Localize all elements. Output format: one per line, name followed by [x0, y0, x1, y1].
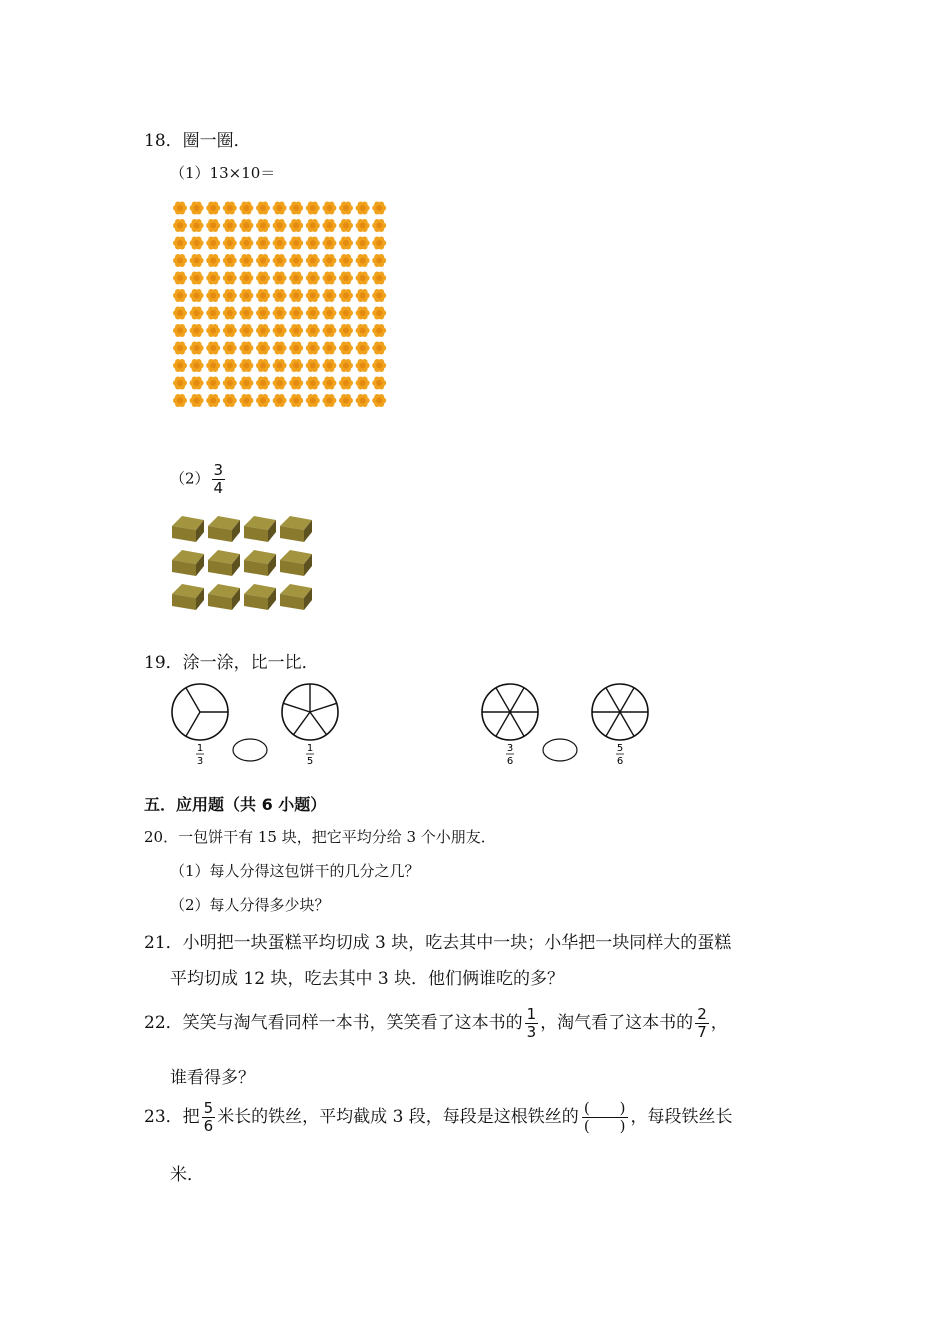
brick-icon: [208, 584, 240, 610]
flower-icon: [223, 272, 237, 285]
flower-icon: [239, 324, 253, 337]
flower-icon: [372, 307, 386, 320]
fraction-denominator: 3: [526, 1023, 537, 1041]
flower-icon: [256, 307, 270, 320]
flower-icon: [256, 377, 270, 390]
fraction-circle-right[interactable]: [592, 684, 648, 740]
flower-icon: [190, 307, 204, 320]
flower-icon: [372, 342, 386, 355]
fraction-numerator: 3: [213, 461, 224, 479]
brick-icon: [172, 516, 204, 542]
flower-icon: [273, 307, 287, 320]
flower-icon: [289, 307, 303, 320]
flower-icon: [273, 324, 287, 337]
flower-icon: [322, 359, 336, 372]
flower-icon: [256, 289, 270, 302]
flower-icon: [223, 342, 237, 355]
flower-icon: [239, 237, 253, 250]
q20-title: 20．一包饼干有 15 块，把它平均分给 3 个小朋友．: [144, 828, 496, 846]
q22-line1: [144, 1006, 728, 1041]
q18-part2-prefix: （2）: [170, 469, 210, 488]
flower-icon: [306, 237, 320, 250]
flower-icon: [190, 359, 204, 372]
flower-icon: [256, 254, 270, 267]
flower-icon: [289, 219, 303, 232]
q22-text-a: 22．笑笑与淘气看同样一本书，笑笑看了这本书的: [144, 1013, 523, 1033]
q22-text-c: ，: [710, 1013, 728, 1033]
flower-icon: [173, 394, 187, 407]
flower-icon: [256, 342, 270, 355]
flower-icon: [239, 254, 253, 267]
flower-icon: [190, 289, 204, 302]
flower-icon: [239, 202, 253, 215]
flower-icon: [322, 342, 336, 355]
flower-icon: [190, 219, 204, 232]
flower-icon: [356, 237, 370, 250]
flower-icon: [356, 289, 370, 302]
flower-icon: [306, 202, 320, 215]
flower-icon: [206, 254, 220, 267]
flower-icon: [173, 377, 187, 390]
flower-icon: [322, 254, 336, 267]
flower-icon: [356, 377, 370, 390]
circle-fraction-numerator: 1: [306, 743, 314, 754]
circle-fraction-denominator: 6: [616, 756, 624, 767]
flower-icon: [322, 219, 336, 232]
flower-icon: [206, 289, 220, 302]
flower-icon: [372, 254, 386, 267]
flower-icon: [273, 377, 287, 390]
flower-icon: [239, 377, 253, 390]
brick-icon: [208, 516, 240, 542]
flower-icon: [223, 219, 237, 232]
q23-answer-blank[interactable]: [582, 1100, 628, 1135]
flower-icon: [256, 324, 270, 337]
flower-icon: [339, 202, 353, 215]
fraction-numerator: 5: [203, 1099, 214, 1117]
flower-icon: [206, 394, 220, 407]
flower-icon: [356, 359, 370, 372]
fraction-denominator: 6: [203, 1117, 214, 1135]
q18-part2-label: [170, 462, 227, 497]
flower-icon: [206, 342, 220, 355]
flower-icon: [306, 307, 320, 320]
flower-icon: [239, 289, 253, 302]
flower-icon: [306, 342, 320, 355]
flower-icon: [273, 289, 287, 302]
flower-icon: [289, 272, 303, 285]
blank-numerator[interactable]: ( ): [583, 1099, 626, 1117]
brick-icon: [172, 550, 204, 576]
flower-icon: [356, 394, 370, 407]
brick-icon: [244, 516, 276, 542]
flower-icon: [206, 272, 220, 285]
fraction-numerator: 2: [697, 1005, 707, 1023]
q18-title: 18．圈一圈．: [144, 131, 251, 151]
flower-icon: [173, 342, 187, 355]
flower-icon: [306, 324, 320, 337]
flower-icon: [322, 377, 336, 390]
flower-icon: [339, 342, 353, 355]
flower-icon: [256, 272, 270, 285]
fraction-circles-figure: [160, 680, 660, 770]
flower-icon: [190, 377, 204, 390]
flower-icon: [173, 307, 187, 320]
flower-icon: [339, 237, 353, 250]
flower-icon: [239, 307, 253, 320]
flower-icon: [306, 289, 320, 302]
flower-icon: [223, 289, 237, 302]
flower-icon: [256, 219, 270, 232]
flower-icon: [173, 202, 187, 215]
flower-icon: [206, 377, 220, 390]
blank-denominator[interactable]: ( ): [583, 1117, 626, 1135]
flower-icon: [173, 324, 187, 337]
q21-line1: 21．小明把一块蛋糕平均切成 3 块，吃去其中一块；小华把一块同样大的蛋糕: [144, 933, 732, 953]
flower-icon: [339, 289, 353, 302]
flower-icon: [239, 342, 253, 355]
flower-icon: [289, 237, 303, 250]
flower-icon: [223, 237, 237, 250]
flower-icon: [306, 377, 320, 390]
q23-text-a: 23．把: [144, 1107, 200, 1127]
flower-icon: [356, 202, 370, 215]
flower-icon: [372, 359, 386, 372]
flower-icon: [306, 359, 320, 372]
flower-grid-image: [170, 198, 390, 414]
flower-icon: [322, 272, 336, 285]
flower-icon: [273, 272, 287, 285]
flower-icon: [372, 324, 386, 337]
flower-icon: [339, 254, 353, 267]
flower-icon: [206, 219, 220, 232]
flower-icon: [306, 394, 320, 407]
flower-icon: [322, 394, 336, 407]
flower-icon: [339, 324, 353, 337]
flower-icon: [223, 254, 237, 267]
flower-icon: [273, 359, 287, 372]
circle-fraction-numerator: 1: [196, 743, 204, 754]
flower-icon: [223, 394, 237, 407]
flower-icon: [190, 272, 204, 285]
flower-icon: [339, 359, 353, 372]
flower-icon: [339, 219, 353, 232]
compare-oval-blank[interactable]: [543, 739, 577, 761]
brick-icon: [280, 550, 312, 576]
flower-icon: [339, 377, 353, 390]
fraction-circle-left[interactable]: [482, 684, 538, 740]
flower-icon: [190, 254, 204, 267]
fraction-circle-left[interactable]: [172, 684, 228, 740]
flower-icon: [356, 342, 370, 355]
flower-icon: [223, 377, 237, 390]
flower-icon: [206, 237, 220, 250]
fraction-denominator: 4: [213, 479, 224, 497]
flower-icon: [256, 237, 270, 250]
flower-icon: [190, 342, 204, 355]
flower-icon: [190, 237, 204, 250]
flower-icon: [256, 202, 270, 215]
flower-icon: [173, 289, 187, 302]
flower-icon: [289, 359, 303, 372]
q23-text-b: 米长的铁丝，平均截成 3 段，每段是这根铁丝的: [217, 1107, 579, 1127]
flower-icon: [289, 342, 303, 355]
q22-fraction-2: [695, 1006, 709, 1041]
circle-fraction-denominator: 3: [196, 756, 204, 767]
q22-text-b: ，淘气看了这本书的: [540, 1013, 694, 1033]
flower-icon: [239, 272, 253, 285]
flower-icon: [372, 237, 386, 250]
flower-icon: [173, 272, 187, 285]
flower-icon: [372, 202, 386, 215]
flower-icon: [322, 289, 336, 302]
flower-icon: [206, 324, 220, 337]
q23-line1: [144, 1100, 733, 1135]
flower-icon: [273, 342, 287, 355]
flower-icon: [239, 359, 253, 372]
brick-icon: [244, 584, 276, 610]
flower-icon: [173, 254, 187, 267]
fraction-circle-right[interactable]: [282, 684, 338, 740]
flower-icon: [190, 202, 204, 215]
flower-icon: [256, 359, 270, 372]
flower-icon: [356, 307, 370, 320]
flower-icon: [190, 324, 204, 337]
flower-icon: [372, 377, 386, 390]
circle-fraction-denominator: 5: [306, 756, 314, 767]
flower-icon: [289, 202, 303, 215]
flower-icon: [173, 359, 187, 372]
flower-icon: [223, 307, 237, 320]
q23-line2: 米．: [170, 1165, 204, 1185]
flower-icon: [372, 219, 386, 232]
flower-icon: [190, 394, 204, 407]
brick-grid-image: [168, 512, 314, 614]
q21-line2: 平均切成 12 块，吃去其中 3 块．他们俩谁吃的多？: [170, 969, 565, 989]
flower-icon: [289, 324, 303, 337]
flower-icon: [206, 359, 220, 372]
brick-icon: [208, 550, 240, 576]
flower-icon: [256, 394, 270, 407]
flower-icon: [306, 254, 320, 267]
flower-icon: [273, 219, 287, 232]
brick-icon: [244, 550, 276, 576]
q18-part2-fraction: [212, 462, 226, 497]
brick-icon: [280, 516, 312, 542]
flower-icon: [206, 307, 220, 320]
flower-icon: [322, 307, 336, 320]
flower-icon: [322, 324, 336, 337]
flower-icon: [289, 377, 303, 390]
q22-fraction-1: [525, 1006, 539, 1041]
brick-icon: [280, 584, 312, 610]
flower-icon: [306, 219, 320, 232]
compare-oval-blank[interactable]: [233, 739, 267, 761]
flower-icon: [372, 289, 386, 302]
flower-icon: [223, 324, 237, 337]
flower-icon: [322, 202, 336, 215]
flower-icon: [273, 202, 287, 215]
flower-icon: [372, 394, 386, 407]
q20-sub1: （1）每人分得这包饼干的几分之几？: [170, 862, 420, 880]
q23-fraction: [202, 1100, 216, 1135]
flower-icon: [322, 237, 336, 250]
flower-icon: [289, 394, 303, 407]
q20-sub2: （2）每人分得多少块？: [170, 896, 330, 914]
flower-icon: [339, 394, 353, 407]
q23-text-c: ，每段铁丝长: [630, 1107, 733, 1127]
flower-icon: [173, 219, 187, 232]
flower-icon: [239, 394, 253, 407]
flower-icon: [273, 254, 287, 267]
flower-icon: [289, 289, 303, 302]
circle-fraction-denominator: 6: [506, 756, 514, 767]
fraction-denominator: 7: [697, 1023, 707, 1041]
flower-icon: [306, 272, 320, 285]
circle-fraction-numerator: 3: [506, 743, 514, 754]
q22-line2: 谁看得多？: [170, 1068, 255, 1088]
flower-icon: [206, 202, 220, 215]
circle-fraction-numerator: 5: [616, 743, 624, 754]
flower-icon: [289, 254, 303, 267]
flower-icon: [223, 359, 237, 372]
flower-icon: [356, 272, 370, 285]
flower-icon: [339, 307, 353, 320]
flower-icon: [239, 219, 253, 232]
brick-icon: [172, 584, 204, 610]
flower-icon: [372, 272, 386, 285]
flower-icon: [273, 394, 287, 407]
flower-icon: [356, 219, 370, 232]
q18-part1-label: （1）13×10＝: [170, 164, 276, 182]
flower-icon: [273, 237, 287, 250]
section-5-title: 五．应用题（共 6 小题）: [144, 795, 327, 814]
flower-icon: [339, 272, 353, 285]
flower-icon: [356, 324, 370, 337]
flower-icon: [173, 237, 187, 250]
flower-icon: [223, 202, 237, 215]
fraction-numerator: 1: [526, 1005, 537, 1023]
flower-icon: [356, 254, 370, 267]
q19-title: 19．涂一涂，比一比．: [144, 653, 319, 673]
